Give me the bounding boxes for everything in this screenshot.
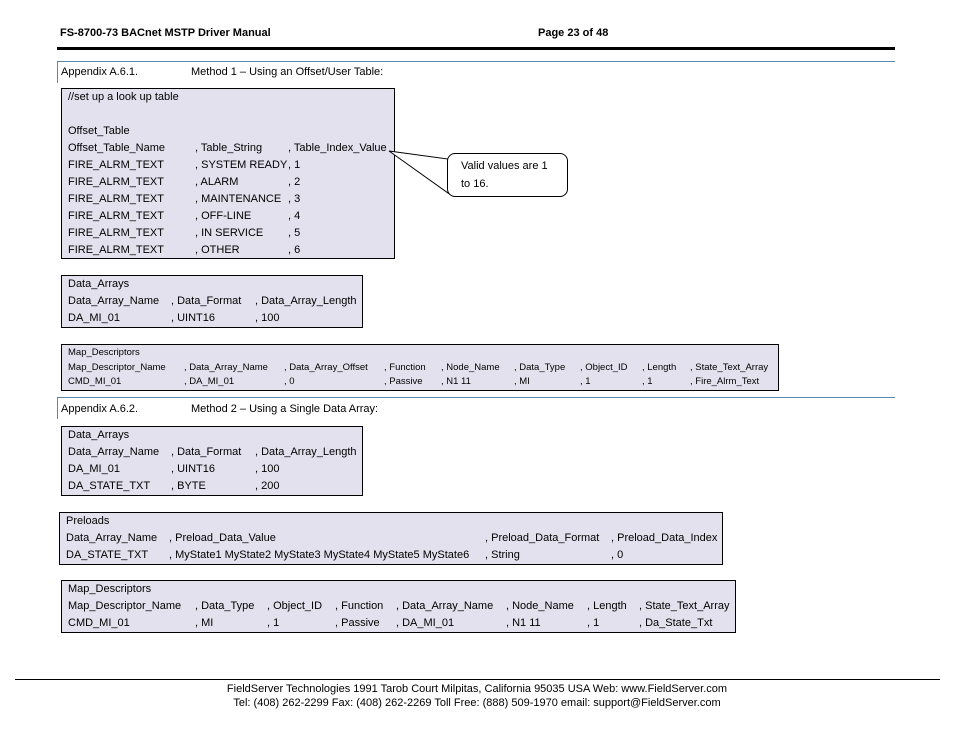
table-cell: CMD_MI_01 (68, 376, 122, 387)
table-cell: , Da_State_Txt (639, 617, 713, 629)
table-cell: , DA_MI_01 (184, 376, 235, 387)
section-label: Appendix A.6.2. (61, 403, 139, 415)
offset-table-box (61, 88, 395, 259)
table-cell: , UINT16 (171, 463, 216, 475)
footer-address: FieldServer Technologies 1991 Tarob Court Milpitas, California 95035 USA Web: www.FieldServer.com (226, 683, 728, 695)
table-heading: Data_Arrays (68, 429, 130, 441)
callout-text: Valid values are 1 (461, 160, 548, 172)
table-cell: FIRE_ALRM_TEXT (68, 227, 164, 239)
column-header: Data_Array_Name (68, 295, 160, 307)
table-cell: , Fire_Alrm_Text (690, 376, 760, 387)
table-cell: , 100 (255, 463, 280, 475)
map-descriptors-box (61, 580, 736, 633)
column-header: , Data_Type (195, 600, 255, 612)
column-header: , Data_Array_Length (255, 446, 357, 458)
document-title: FS-8700-73 BACnet MSTP Driver Manual (60, 27, 271, 39)
column-header: , Data_Array_Name (396, 600, 494, 612)
table-cell: , 1 (642, 376, 653, 387)
column-header: , Data_Array_Offset (284, 362, 368, 373)
table-cell: , 1 (587, 617, 600, 629)
column-header: , Length (642, 362, 677, 373)
preloads-box (59, 512, 723, 565)
table-cell: , 100 (255, 312, 280, 324)
table-cell: , OFF-LINE (195, 210, 252, 222)
table-cell: , 6 (288, 244, 301, 256)
column-header: Data_Array_Name (68, 446, 160, 458)
table-cell: , 1 (267, 617, 280, 629)
table-cell: DA_STATE_TXT (68, 480, 151, 492)
column-header: , Function (335, 600, 384, 612)
table-cell: , IN SERVICE (195, 227, 264, 239)
table-cell: , N1 11 (441, 376, 471, 387)
column-header: , Preload_Data_Format (485, 532, 600, 544)
column-header: , Data_Array_Length (255, 295, 357, 307)
column-header: Offset_Table_Name (68, 142, 166, 154)
table-cell: , BYTE (171, 480, 206, 492)
table-cell: , ALARM (195, 176, 239, 188)
table-cell: , DA_MI_01 (396, 617, 455, 629)
table-cell: DA_MI_01 (68, 312, 120, 324)
table-cell: FIRE_ALRM_TEXT (68, 210, 164, 222)
table-cell: , 200 (255, 480, 280, 492)
column-header: , Data_Type (514, 362, 566, 373)
table-cell: , 2 (288, 176, 301, 188)
column-header: , Object_ID (580, 362, 628, 373)
table-cell: , MI (514, 376, 530, 387)
header-rule (57, 47, 895, 50)
column-header: Data_Array_Name (66, 532, 158, 544)
column-header: , Data_Format (171, 446, 242, 458)
table-cell: , 0 (611, 549, 624, 561)
section-divider-vertical (57, 397, 58, 419)
callout-note (447, 153, 568, 197)
section-divider-vertical (57, 61, 58, 83)
table-cell: , SYSTEM READY (195, 159, 288, 171)
table-heading: Preloads (66, 515, 110, 527)
code-comment: //set up a look up table (68, 91, 179, 103)
table-cell: , 0 (284, 376, 295, 387)
column-header: , Data_Format (171, 295, 242, 307)
callout-text: to 16. (461, 178, 489, 190)
section-title: Method 1 – Using an Offset/User Table: (191, 66, 384, 78)
column-header: , Preload_Data_Value (169, 532, 276, 544)
column-header: , Preload_Data_Index (611, 532, 718, 544)
table-cell: FIRE_ALRM_TEXT (68, 176, 164, 188)
column-header: , Object_ID (267, 600, 323, 612)
table-cell: , 1 (580, 376, 591, 387)
column-header: Map_Descriptor_Name (68, 600, 182, 612)
table-cell: , MI (195, 617, 214, 629)
table-cell: , String (485, 549, 520, 561)
table-cell: CMD_MI_01 (68, 617, 130, 629)
column-header: , Length (587, 600, 627, 612)
table-cell: , MyState1 MyState2 MyState3 MyState4 MyState5 MyState6 (169, 549, 470, 561)
column-header: , State_Text_Array (639, 600, 730, 612)
table-heading: Map_Descriptors (68, 583, 152, 595)
table-cell: FIRE_ALRM_TEXT (68, 244, 164, 256)
column-header: , Data_Array_Name (184, 362, 268, 373)
table-cell: , 4 (288, 210, 301, 222)
section-title: Method 2 – Using a Single Data Array: (191, 403, 379, 415)
column-header: Map_Descriptor_Name (68, 362, 166, 373)
table-heading: Offset_Table (68, 125, 130, 137)
data-arrays-box (61, 275, 363, 328)
table-cell: , 3 (288, 193, 301, 205)
table-cell: , OTHER (195, 244, 240, 256)
table-cell: , 5 (288, 227, 301, 239)
map-descriptors-box (61, 344, 779, 391)
column-header: , Function (384, 362, 426, 373)
page-number: Page 23 of 48 (538, 27, 609, 39)
table-cell: , UINT16 (171, 312, 216, 324)
data-arrays-box (61, 426, 363, 496)
table-heading: Map_Descriptors (68, 347, 140, 358)
table-cell: , 1 (288, 159, 301, 171)
table-cell: FIRE_ALRM_TEXT (68, 193, 164, 205)
table-cell: , N1 11 (506, 617, 541, 629)
column-header: , State_Text_Array (690, 362, 769, 373)
table-heading: Data_Arrays (68, 278, 130, 290)
section-label: Appendix A.6.1. (61, 66, 139, 78)
table-cell: , MAINTENANCE (195, 193, 282, 205)
section-divider (57, 397, 895, 398)
table-cell: DA_STATE_TXT (66, 549, 149, 561)
column-header: , Table_String (195, 142, 263, 154)
table-cell: , Passive (335, 617, 380, 629)
footer-contact: Tel: (408) 262-2299 Fax: (408) 262-2269 Toll Free: (888) 509-1970 email: support@FieldServer.com (233, 697, 721, 709)
table-cell: DA_MI_01 (68, 463, 120, 475)
table-cell: , Passive (384, 376, 423, 387)
column-header: , Node_Name (506, 600, 574, 612)
column-header: , Node_Name (441, 362, 500, 373)
section-divider (57, 61, 895, 62)
column-header: , Table_Index_Value (288, 142, 387, 154)
table-cell: FIRE_ALRM_TEXT (68, 159, 164, 171)
footer-rule (15, 679, 940, 680)
